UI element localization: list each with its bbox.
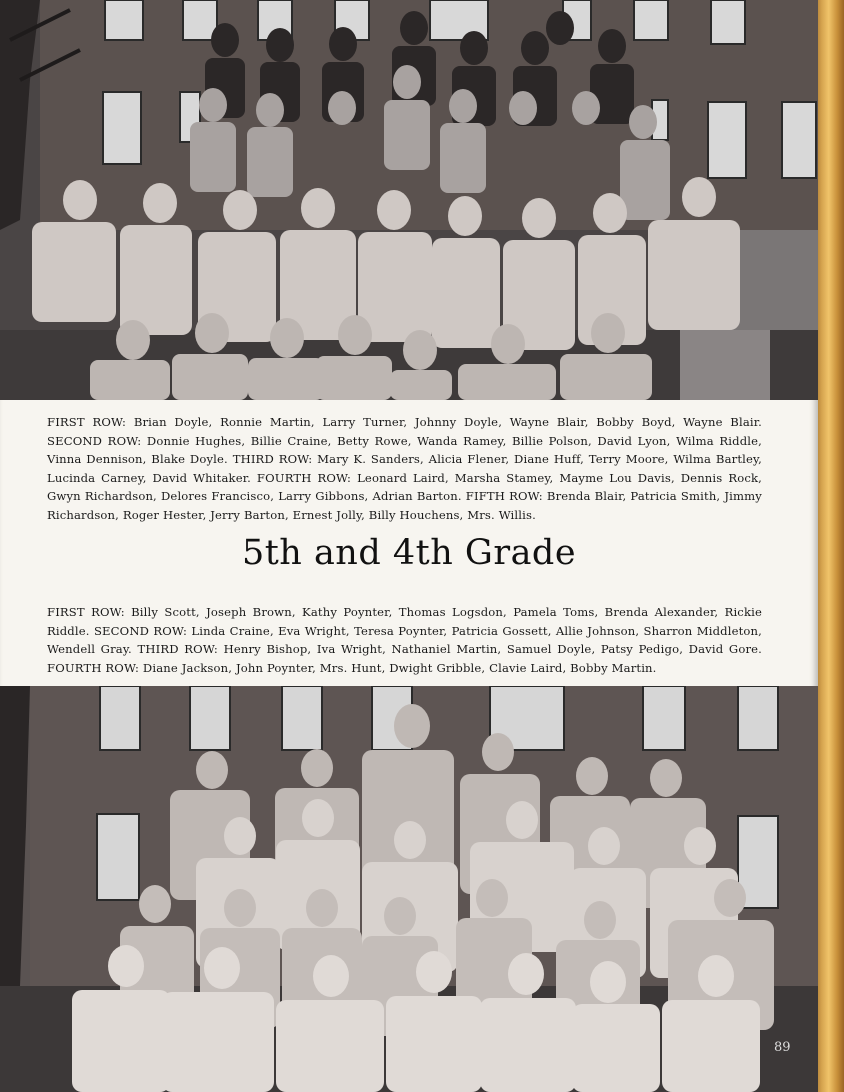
row-names: Mary K. Sanders, Alicia Flener, Diane Huff, Terry Moore, Wilma Bartley, Lucinda Carney, David Whitaker. [47,452,762,485]
row-label: SECOND ROW: [47,433,142,448]
row-label: THIRD ROW: [232,452,313,467]
row-names: Henry Bishop, Iva Wright, Nathaniel Martin, Samuel Doyle, Patsy Pedigo, David Gore. [223,642,762,657]
row-label: THIRD ROW: [137,642,218,657]
page-number: 89 [774,1040,791,1055]
page-title: 5th and 4th Grade [241,533,577,573]
row-names: Diane Jackson, John Poynter, Mrs. Hunt, Dwight Gribble, Clavie Laird, Bobby Martin. [142,660,657,675]
upper-photo-caption [47,413,762,525]
row-names: Linda Craine, Eva Wright, Teresa Poynter, Patricia Gossett, Allie Johnson, Sharron Middleton, Wendell Gray. [47,623,763,657]
row-label: FIFTH ROW: [465,489,543,504]
row-label: FOURTH ROW: [47,660,140,675]
row-label: SECOND ROW: [93,623,188,638]
row-label: FIRST ROW: [47,415,127,429]
class-photo-bottom [0,686,818,1092]
class-photo-top [0,0,818,400]
row-names: Brenda Blair, Patricia Smith, Jimmy Richardson, Roger Hester, Jerry Barton, Ernest Jolly, Billy Houchens, Mrs. Willis. [47,489,763,522]
row-names: Leonard Laird, Marsha Stamey, Mayme Lou Davis, Dennis Rock, Gwyn Richardson, Delores Francisco, Larry Gibbons, Adrian Barton. [47,470,762,504]
row-names: Billy Scott, Joseph Brown, Kathy Poynter, Thomas Logsdon, Pamela Toms, Brenda Alexander, Rickie Riddle. [47,605,762,638]
row-names: Donnie Hughes, Billie Craine, Betty Rowe, Wanda Ramey, Billie Polson, David Lyon, Wilma Riddle, Vinna Dennison, Blake Doyle. [47,433,762,467]
row-names: Brian Doyle, Ronnie Martin, Larry Turner, Johnny Doyle, Wayne Blair, Bobby Boyd, Wayne Blair. [133,415,762,429]
row-label: FIRST ROW: [47,605,125,619]
row-label: FOURTH ROW: [256,470,352,485]
lower-photo-caption [47,603,762,677]
